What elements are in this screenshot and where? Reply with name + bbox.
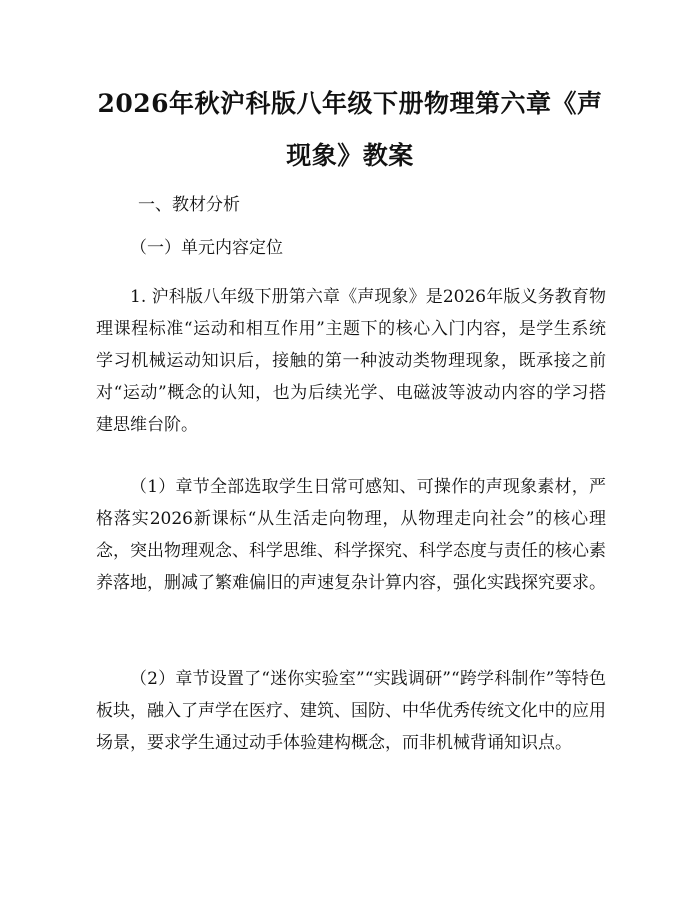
paragraph-point-1: （1）章节全部选取学生日常可感知、可操作的声现象素材，严格落实2026新课标“从生活走向物理，从物理走向社会”的核心理念，突出物理观念、科学思维、科学探究、科学态度与责任的核心素养落地，删减了繁难偏旧的声速复杂计算内容，强化实践探究要求。	[96, 477, 606, 593]
paragraph-unit-positioning: 1. 沪科版八年级下册第六章《声现象》是2026年版义务教育物理课程标准“运动和相互作用”主题下的核心入门内容，是学生系统学习机械运动知识后，接触的第一种波动类物理现象，既承接之前对“运动”概念的认知，也为后续光学、电磁波等波动内容的学习搭建思维台阶。	[96, 287, 606, 435]
subsection-heading: （一）单元内容定位	[130, 238, 283, 258]
document-title: 2026年秋沪科版八年级下册物理第六章《声现象》教案	[97, 89, 603, 170]
section-heading: 一、教材分析	[138, 195, 240, 215]
paragraph-point-2: （2）章节设置了“迷你实验室”“实践调研”“跨学科制作”等特色板块，融入了声学在医疗、建筑、国防、中华优秀传统文化中的应用场景，要求学生通过动手体验建构概念，而非机械背诵知识点。	[96, 669, 606, 753]
